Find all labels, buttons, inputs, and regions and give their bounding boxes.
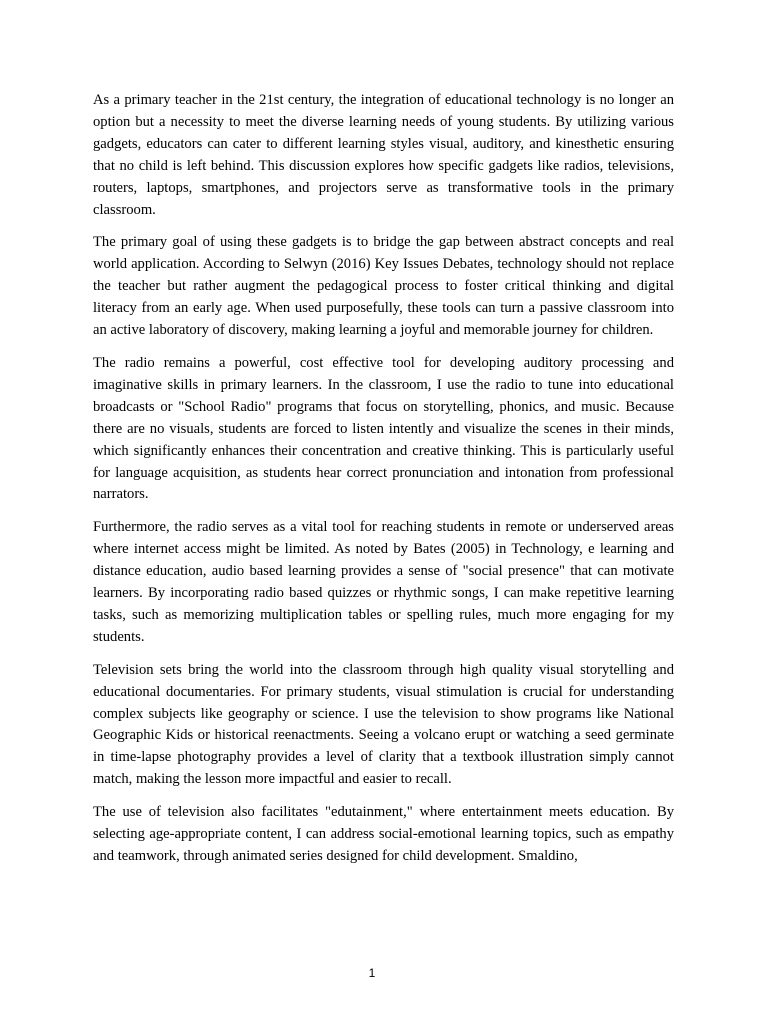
paragraph-primary-goal: The primary goal of using these gadgets is to bridge the gap between abstract concepts and real world application. According to Selwyn (2016) Key Issues Debates, technology should not replace the teacher but rather augment the pedagogical process to foster critical thinking and digital literacy from an early age. When used purposefully, these tools can turn a passive classroom into an active laboratory of discovery, making learning a joyful and memorable journey for children. [93, 234, 674, 339]
paragraph-intro: As a primary teacher in the 21st century, the integration of educational technology is no longer an option but a necessity to meet the diverse learning needs of young students. By utilizing various gadgets, educators can cater to different learning styles visual, auditory, and kinesthetic ensuring that no child is left behind. This discussion explores how specific gadgets like radios, televisions, routers, laptops, smartphones, and projectors serve as transformative tools in the primary classroom. [93, 92, 674, 218]
page-number: 1 [368, 966, 376, 980]
document-body [93, 90, 674, 879]
paragraph-television: Television sets bring the world into the classroom through high quality visual storytelling and educational documentaries. For primary students, visual stimulation is crucial for understanding complex subjects like geography or science. I use the television to show programs like National Geographic Kids or historical reenactments. Seeing a volcano erupt or watching a seed germinate in time-lapse photography provides a level of clarity that a textbook illustration simply cannot match, making the lesson more impactful and easier to recall. [93, 661, 674, 788]
paragraph-radio: The radio remains a powerful, cost effective tool for developing auditory processing and imaginative skills in primary learners. In the classroom, I use the radio to tune into educational broadcasts or "School Radio" programs that focus on storytelling, phonics, and music. Because there are no visuals, students are forced to listen intently and visualize the scenes in their minds, which significantly enhances their concentration and creative thinking. This is particularly useful for language acquisition, as students hear correct pronunciation and intonation from professional narrators. [93, 354, 674, 503]
paragraph-edutainment: The use of television also facilitates "edutainment," where entertainment meets education. By selecting age-appropriate content, I can address social-emotional learning topics, such as empathy and teamwork, through animated series designed for child development. Smaldino, [93, 804, 674, 864]
paragraph-radio-remote: Furthermore, the radio serves as a vital tool for reaching students in remote or underserved areas where internet access might be limited. As noted by Bates (2005) in Technology, e learning and distance education, audio based learning provides a sense of "social presence" that can motivate learners. By incorporating radio based quizzes or rhythmic songs, I can make repetitive learning tasks, such as memorizing multiplication tables or spelling rules, much more engaging for my students. [93, 519, 674, 645]
